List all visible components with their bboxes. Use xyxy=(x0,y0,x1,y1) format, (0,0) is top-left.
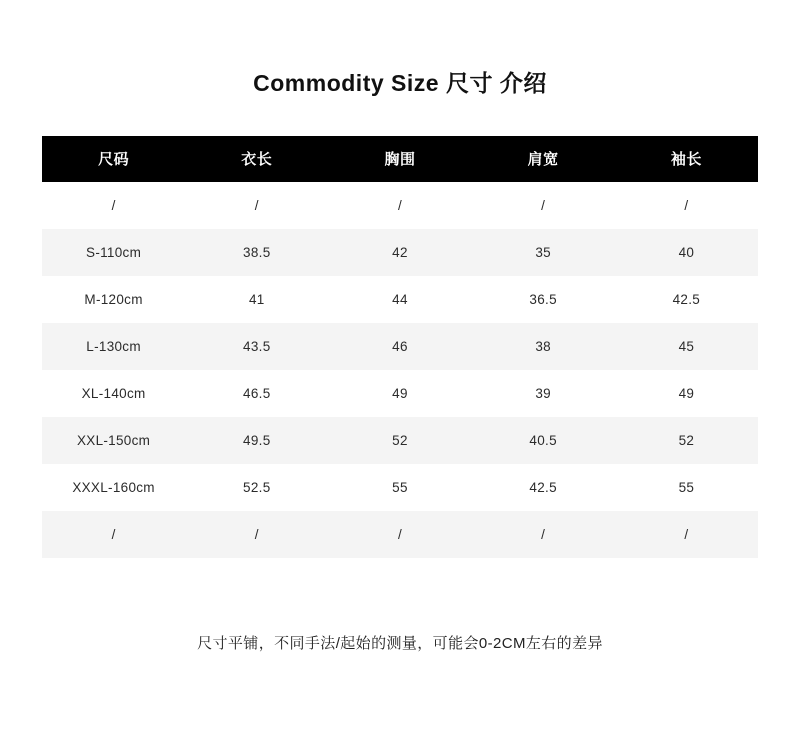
cell-length: 52.5 xyxy=(185,464,328,511)
page-title-cn: 尺寸 介绍 xyxy=(445,70,547,96)
column-header-length: 衣长 xyxy=(185,136,328,182)
cell-sleeve: / xyxy=(615,182,758,229)
cell-shoulder: 35 xyxy=(472,229,615,276)
cell-bust: 44 xyxy=(328,276,471,323)
cell-sleeve: 55 xyxy=(615,464,758,511)
cell-shoulder: 38 xyxy=(472,323,615,370)
cell-shoulder: / xyxy=(472,182,615,229)
table-row xyxy=(42,511,758,558)
cell-shoulder: 40.5 xyxy=(472,417,615,464)
measurement-note: 尺寸平铺，不同手法/起始的测量，可能会0-2CM左右的差异 xyxy=(197,634,603,652)
cell-sleeve: 42.5 xyxy=(615,276,758,323)
table-row xyxy=(42,417,758,464)
cell-shoulder: 39 xyxy=(472,370,615,417)
size-table xyxy=(42,136,758,558)
page-title xyxy=(0,0,800,98)
cell-shoulder: 42.5 xyxy=(472,464,615,511)
table-row xyxy=(42,276,758,323)
cell-length: 38.5 xyxy=(185,229,328,276)
cell-shoulder: 36.5 xyxy=(472,276,615,323)
table-row xyxy=(42,229,758,276)
cell-sleeve: / xyxy=(615,511,758,558)
cell-size: / xyxy=(42,182,185,229)
cell-size: XXXL-160cm xyxy=(42,464,185,511)
table-row xyxy=(42,182,758,229)
cell-bust: 52 xyxy=(328,417,471,464)
cell-size: M-120cm xyxy=(42,276,185,323)
size-table-wrapper xyxy=(42,136,758,558)
cell-size: XL-140cm xyxy=(42,370,185,417)
cell-sleeve: 52 xyxy=(615,417,758,464)
column-header-shoulder: 肩宽 xyxy=(472,136,615,182)
cell-size: / xyxy=(42,511,185,558)
cell-size: S-110cm xyxy=(42,229,185,276)
size-table-body xyxy=(42,182,758,558)
cell-bust: 42 xyxy=(328,229,471,276)
table-row xyxy=(42,323,758,370)
cell-length: 41 xyxy=(185,276,328,323)
table-row xyxy=(42,370,758,417)
table-row xyxy=(42,464,758,511)
cell-bust: / xyxy=(328,511,471,558)
cell-bust: 46 xyxy=(328,323,471,370)
size-table-head xyxy=(42,136,758,182)
cell-sleeve: 49 xyxy=(615,370,758,417)
cell-length: 46.5 xyxy=(185,370,328,417)
cell-bust: 49 xyxy=(328,370,471,417)
cell-bust: 55 xyxy=(328,464,471,511)
cell-shoulder: / xyxy=(472,511,615,558)
column-header-bust: 胸围 xyxy=(328,136,471,182)
cell-sleeve: 45 xyxy=(615,323,758,370)
column-header-size: 尺码 xyxy=(42,136,185,182)
cell-length: 49.5 xyxy=(185,417,328,464)
cell-length: / xyxy=(185,511,328,558)
cell-length: 43.5 xyxy=(185,323,328,370)
cell-size: L-130cm xyxy=(42,323,185,370)
cell-bust: / xyxy=(328,182,471,229)
table-header-row xyxy=(42,136,758,182)
column-header-sleeve: 袖长 xyxy=(615,136,758,182)
cell-size: XXL-150cm xyxy=(42,417,185,464)
cell-length: / xyxy=(185,182,328,229)
page-title-en: Commodity Size xyxy=(253,70,440,96)
cell-sleeve: 40 xyxy=(615,229,758,276)
